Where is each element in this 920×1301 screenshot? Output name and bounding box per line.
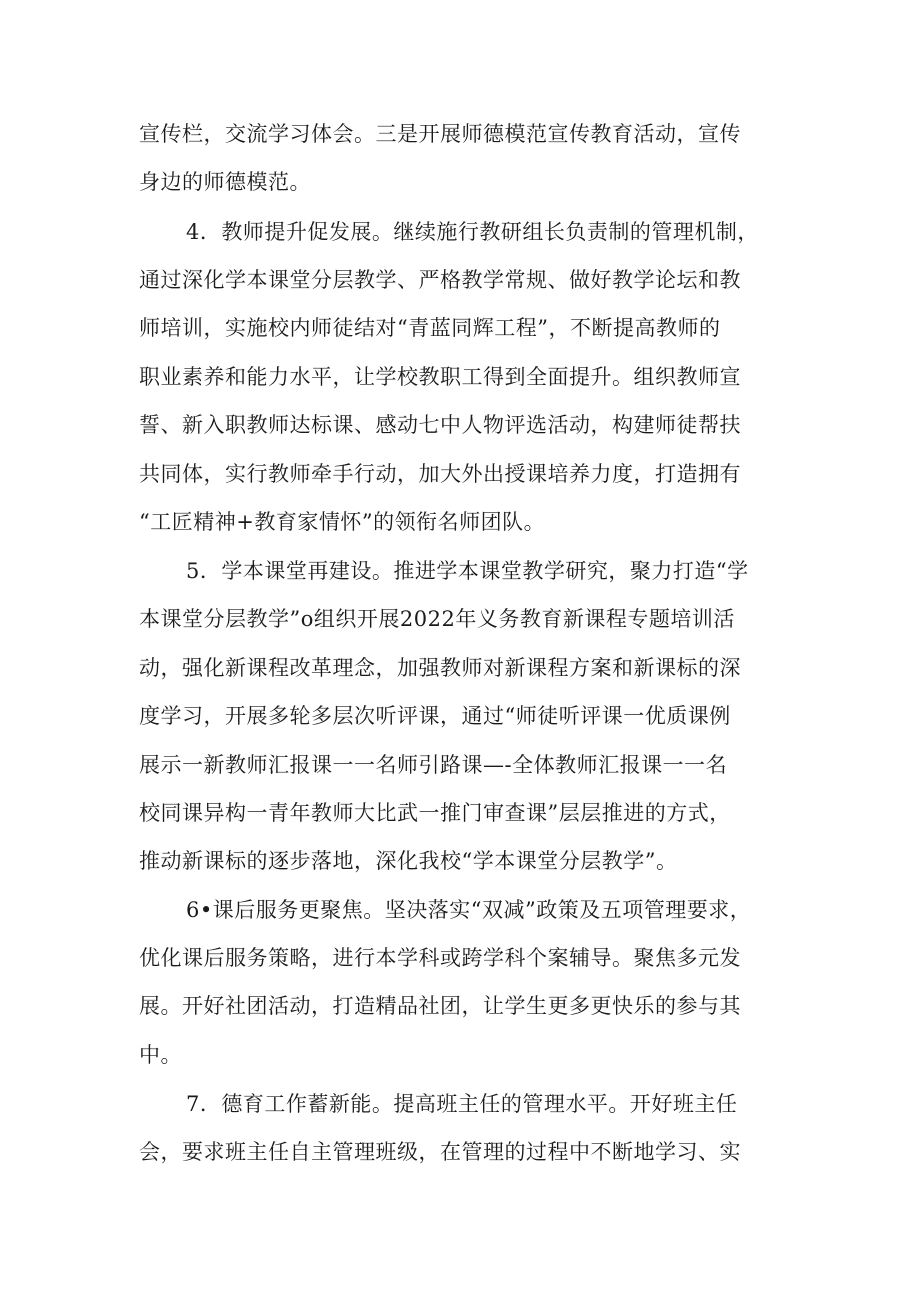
text-line: 宣传栏，交流学习体会。三是开展师德模范宣传教育活动，宣传 bbox=[139, 122, 741, 146]
text-line: 展。开好社团活动，打造精品社团，让学生更多更快乐的参与其 bbox=[139, 994, 741, 1018]
text-line: 度学习，开展多轮多层次听评课，通过“师徒听评课一优质课例 bbox=[139, 704, 731, 728]
text-line: 优化课后服务策略，进行本学科或跨学科个案辅导。聚焦多元发 bbox=[139, 946, 741, 970]
paragraph-heading-7: 7．德育工作蓄新能。提高班主任的管理水平。开好班主任 bbox=[186, 1092, 738, 1116]
text-line: 共同体，实行教师牵手行动，加大外出授课培养力度，打造拥有 bbox=[139, 462, 741, 486]
text-line: 师培训，实施校内师徒结对“青蓝同辉工程”，不断提高教师的 bbox=[139, 316, 721, 340]
text-line: 动，强化新课程改革理念，加强教师对新课程方案和新课标的深 bbox=[139, 656, 741, 680]
paragraph-heading-6: 6•课后服务更聚焦。坚决落实“双减”政策及五项管理要求， bbox=[186, 898, 752, 922]
paragraph-heading-5: 5．学本课堂再建设。推进学本课堂教学研究，聚力打造“学 bbox=[186, 559, 749, 583]
paragraph-heading-4: 4．教师提升促发展。继续施行教研组长负责制的管理机制， bbox=[186, 220, 759, 244]
text-line: 校同课异构一青年教师大比武一推门审查课”层层推进的方式， bbox=[139, 801, 731, 825]
text-line: 身边的师德模范。 bbox=[139, 170, 311, 194]
text-line: 中。 bbox=[139, 1043, 182, 1067]
text-line: 通过深化学本课堂分层教学、严格教学常规、做好教学论坛和教 bbox=[139, 268, 741, 292]
text-line: 本课堂分层教学”o组织开展2022年义务教育新课程专题培训活 bbox=[139, 607, 735, 631]
text-line: “工匠精神+教育家情怀”的领衔名师团队。 bbox=[139, 510, 546, 534]
text-line: 推动新课标的逐步落地，深化我校“学本课堂分层教学”。 bbox=[139, 849, 678, 873]
text-line: 会，要求班主任自主管理班级，在管理的过程中不断地学习、实 bbox=[139, 1140, 741, 1164]
text-line: 誓、新入职教师达标课、感动七中人物评选活动，构建师徒帮扶 bbox=[139, 413, 741, 437]
text-line: 展示一新教师汇报课一一名师引路课—-全体教师汇报课一一名 bbox=[139, 753, 728, 777]
text-line: 职业素养和能力水平，让学校教职工得到全面提升。组织教师宣 bbox=[139, 365, 741, 389]
